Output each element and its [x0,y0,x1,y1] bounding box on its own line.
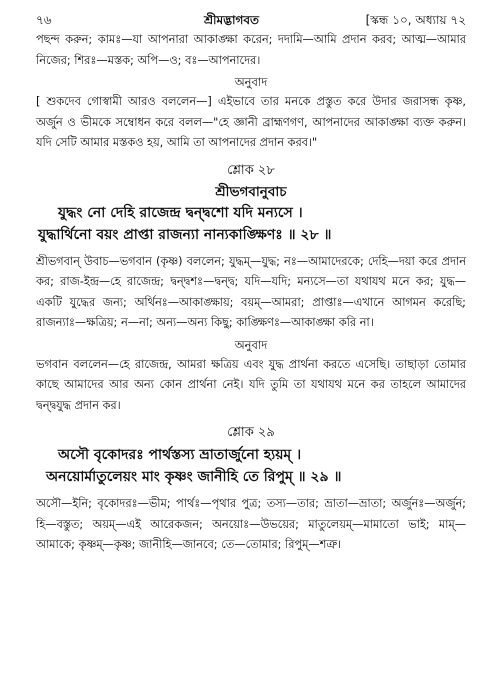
shloka-28-line-2: যুদ্ধার্থিনো বয়ং প্রাপ্তা রাজন্যা নান্যকাঙ্ক্ষিণঃ ॥ ২৮ ॥ [38,226,332,243]
shloka-29-synonyms: অসৌ—ইনি; বৃকোদরঃ—ভীম; পার্থঃ—পৃথার পুত্র; তস্য—তার; ভ্রাতা—ভ্রাতা; অর্জুনঃ—অর্জুন; হি—বস্তুত; অয়ম্—এই আরেকজন; অনয়োঃ—উভয়ের; মাতুলেয়ম্—মামাতো ভাই; মাম্—আমাকে; কৃষ্ণম্—কৃষ্ণ; জানীহি—জানবে; তে—তোমার; রিপুম্—শত্রু। [36,497,466,551]
translation-heading: অনুবাদ [234,75,268,89]
chapter-reference: [স্কন্ধ ১০, অধ্যায় ৭২ [365,13,466,27]
translation-paragraph-2: ভগবান বললেন—হে রাজেন্দ্র, আমরা ক্ষত্রিয় এবং যুদ্ধ প্রার্থনা করতে এসেছি। তাছাড়া তোমার কাছে আমাদের আর অন্য কোন প্রার্থনা নেই। যদি তুমি তা যথাযথ মনে কর তাহলে আমাদের দ্বন্দ্বযুদ্ধ প্রদান কর। [36,357,466,412]
shloka-29-line-1: অসৌ বৃকোদরঃ পার্থস্তস্য ভ্রাতার্জুনো হ্যয়ম্ । [58,447,302,463]
book-title: শ্রীমদ্ভাগবত [204,13,260,27]
shloka-29-line-2: অনয়োর্মাতুলেয়ং মাং কৃষ্ণং জানীহি তে রিপুম্ ॥ ২৯ ॥ [46,469,342,485]
book-page [36,10,466,556]
translation-paragraph: [ শুকদেব গোস্বামী আরও বললেন—] এইভাবে তার মনকে প্রস্তুত করে উদার জরাসন্ধ কৃষ্ণ, অর্জুন ও ভীমকে সম্বোধন করে বলল—"হে জ্ঞানী ব্রাহ্মণগণ, আপনাদের আকাঙ্ক্ষা ব্যক্ত করুন। যদি সেটি আমার মস্তকও হয়, আমি তা আপনাদের প্রদান করব।" [36,95,466,149]
top-synonyms-paragraph: পছন্দ করুন; কামঃ—যা আপনারা আকাঙ্ক্ষা করেন; দদামি—আমি প্রদান করব; আত্ম—আমার নিজের; শিরঃ—মস্তক; অপি—ও; বঃ—আপনাদের। [36,33,466,67]
page-number: ৭৬ [36,13,52,27]
page-header [36,10,466,30]
shloka-29-title: শ্লোক ২৯ [227,425,275,440]
translation-heading-2: অনুবাদ [234,337,268,352]
shloka-28-synonyms: শ্রীভগবান্ উবাচ—ভগবান (কৃষ্ণ) বললেন; যুদ্ধম্—যুদ্ধ; নঃ—আমাদেরকে; দেহি—দয়া করে প্রদান কর; রাজ-ইন্দ্র—হে রাজেন্দ্র; দ্বন্দ্বশঃ—দ্বন্দ্ব; যদি—যদি; মন্যসে—তা যথাযথ মনে কর; যুদ্ধ—একটি যুদ্ধের জন্য; অর্থিনঃ—আকাঙ্ক্ষায়; বয়ম্—আমরা; প্রাপ্তাঃ—এখানে আগমন করেছি; রাজন্যাঃ—ক্ষত্রিয়; ন—না; অন্য—অন্য কিছু; কাঙ্ক্ষিণঃ—আকাঙ্ক্ষা করি না। [36,254,466,329]
shloka-28-title: শ্লোক ২৮ [227,162,275,178]
shloka-28-line-1: যুদ্ধং নো দেহি রাজেন্দ্র দ্বন্দ্বশো যদি মন্যসে । [58,204,303,221]
shloka-28-speaker: শ্রীভগবানুবাচ [215,183,287,200]
